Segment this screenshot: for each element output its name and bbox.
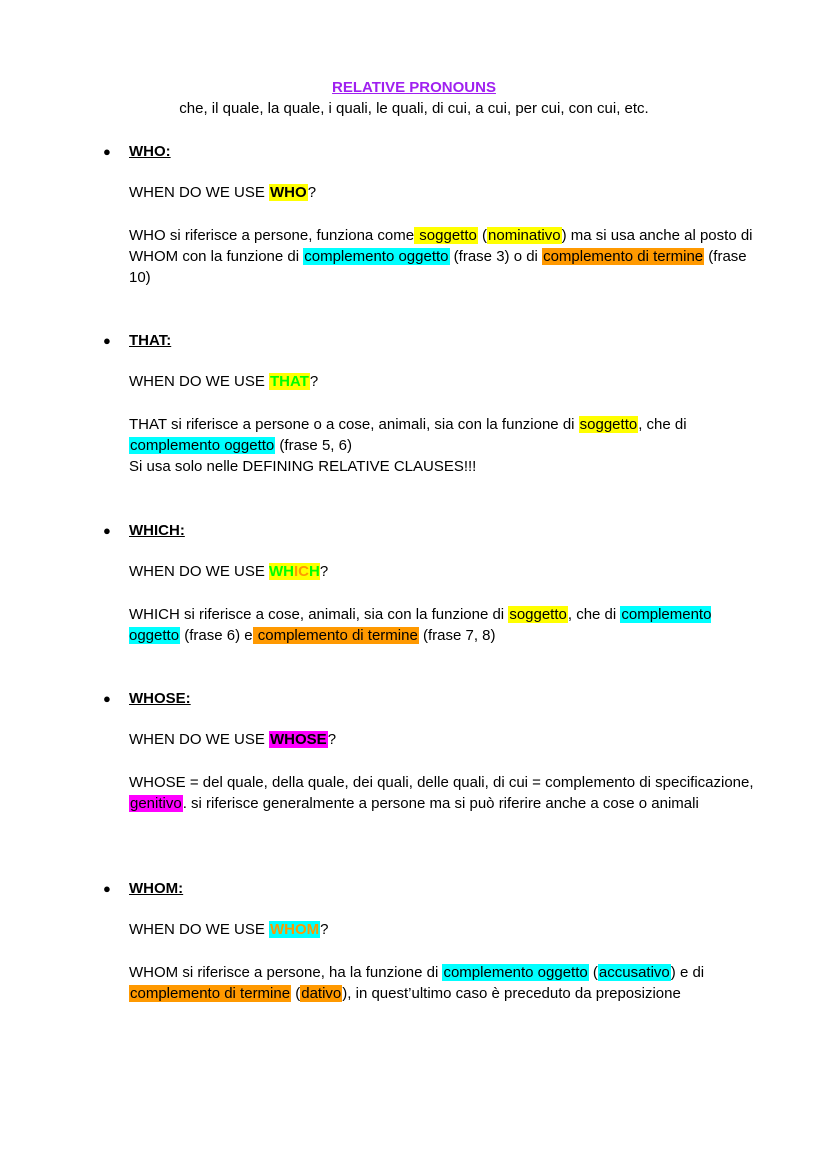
question-suffix: ? — [327, 731, 337, 748]
body-segment: WHICH si riferisce a cose, animali, sia con la funzione di — [129, 606, 509, 623]
body-segment: ) ma si usa anche al posto di WHOM con la funzione di — [129, 227, 753, 265]
highlight-soggetto: soggetto — [509, 606, 567, 623]
highlight-dativo: dativo — [301, 985, 342, 1002]
body-segment: , che di — [638, 416, 687, 433]
section-body — [129, 962, 754, 1004]
highlight-complemento-oggetto: complemento oggetto — [129, 606, 712, 644]
highlight-complemento-di-termine: complemento di termine — [130, 985, 291, 1002]
section-who — [0, 142, 828, 292]
section-which — [0, 521, 828, 661]
question-suffix: ? — [309, 373, 319, 390]
question-prefix: WHEN DO WE USE — [129, 921, 270, 938]
bullet-icon: ● — [103, 691, 111, 706]
body-segment: ) e di — [670, 964, 705, 981]
section-body — [129, 414, 754, 477]
body-segment: WHOSE = del quale, della quale, dei quali, delle quali, di cui = complemento di specificazione, — [129, 774, 754, 791]
bullet-icon: ● — [103, 881, 111, 896]
section-heading: WHOM: — [129, 880, 184, 897]
question-prefix: WHEN DO WE USE — [129, 731, 270, 748]
question-keyword — [269, 563, 320, 580]
highlight-soggetto: soggetto — [415, 227, 477, 244]
question-keyword: WHO — [270, 184, 307, 201]
question-keyword: WHOSE — [270, 731, 327, 748]
section-body — [129, 772, 754, 814]
body-segment: ( — [588, 964, 598, 981]
section-whom — [0, 879, 828, 1019]
body-segment: (frase 10) — [129, 248, 747, 286]
keyword-part-orange: IC — [294, 563, 310, 580]
question-suffix: ? — [319, 563, 329, 580]
section-body — [129, 604, 754, 646]
body-segment: (frase 6) e — [180, 627, 253, 644]
highlight-complemento-di-termine: complemento di termine — [543, 248, 704, 265]
keyword-part-green: WH — [269, 563, 295, 580]
question-suffix: ? — [320, 921, 329, 938]
section-body — [129, 225, 754, 288]
bullet-icon: ● — [103, 523, 111, 538]
body-segment: , che di — [567, 606, 621, 623]
highlight-complemento-oggetto: complemento oggetto — [304, 248, 449, 265]
highlight-nominativo: nominativo — [488, 227, 561, 244]
question-suffix: ? — [307, 184, 317, 201]
question-keyword: THAT — [270, 373, 309, 390]
body-segment: WHO si riferisce a persone, funziona come — [129, 227, 415, 244]
question-keyword: WHOM — [270, 921, 320, 938]
body-segment: ), in quest’ultimo caso è preceduto da preposizione — [342, 985, 681, 1002]
section-heading: WHICH: — [129, 522, 185, 539]
body-segment: (frase 5, 6) — [275, 437, 352, 454]
question-prefix: WHEN DO WE USE — [129, 563, 270, 580]
body-segment: . si riferisce generalmente a persone ma si può riferire anche a cose o animali — [182, 795, 699, 812]
highlight-complemento-oggetto: complemento oggetto — [443, 964, 588, 981]
section-question — [129, 730, 336, 750]
defining-clauses-note: Si usa solo nelle DEFINING RELATIVE CLAUSES!!! — [129, 458, 477, 475]
keyword-part-green: H — [309, 563, 320, 580]
section-that — [0, 331, 828, 481]
body-segment: (frase 3) o di — [449, 248, 543, 265]
highlight-complemento-oggetto: complemento oggetto — [130, 437, 275, 454]
section-question — [129, 920, 329, 940]
question-prefix: WHEN DO WE USE — [129, 184, 270, 201]
body-segment: ( — [477, 227, 488, 244]
bullet-icon: ● — [103, 144, 111, 159]
highlight-soggetto: soggetto — [579, 416, 638, 433]
question-prefix: WHEN DO WE USE — [129, 373, 270, 390]
highlight-complemento-di-termine: complemento di termine — [253, 627, 418, 644]
bullet-icon: ● — [103, 333, 111, 348]
page-subtitle: che, il quale, la quale, i quali, le quali, di cui, a cui, per cui, con cui, etc. — [179, 100, 649, 117]
page-title: RELATIVE PRONOUNS — [332, 79, 496, 96]
body-segment: THAT si riferisce a persone o a cose, animali, sia con la funzione di — [129, 416, 579, 433]
section-question — [129, 562, 328, 582]
body-segment: WHOM si riferisce a persone, ha la funzione di — [129, 964, 443, 981]
body-segment: (frase 7, 8) — [418, 627, 496, 644]
section-heading: WHOSE: — [129, 690, 191, 707]
section-question — [129, 183, 316, 203]
section-question — [129, 372, 318, 392]
highlight-accusativo: accusativo — [598, 964, 670, 981]
highlight-genitivo: genitivo — [130, 795, 182, 812]
body-segment: ( — [291, 985, 301, 1002]
section-heading: THAT: — [129, 332, 172, 349]
section-heading: WHO: — [129, 143, 171, 160]
section-whose — [0, 689, 828, 839]
